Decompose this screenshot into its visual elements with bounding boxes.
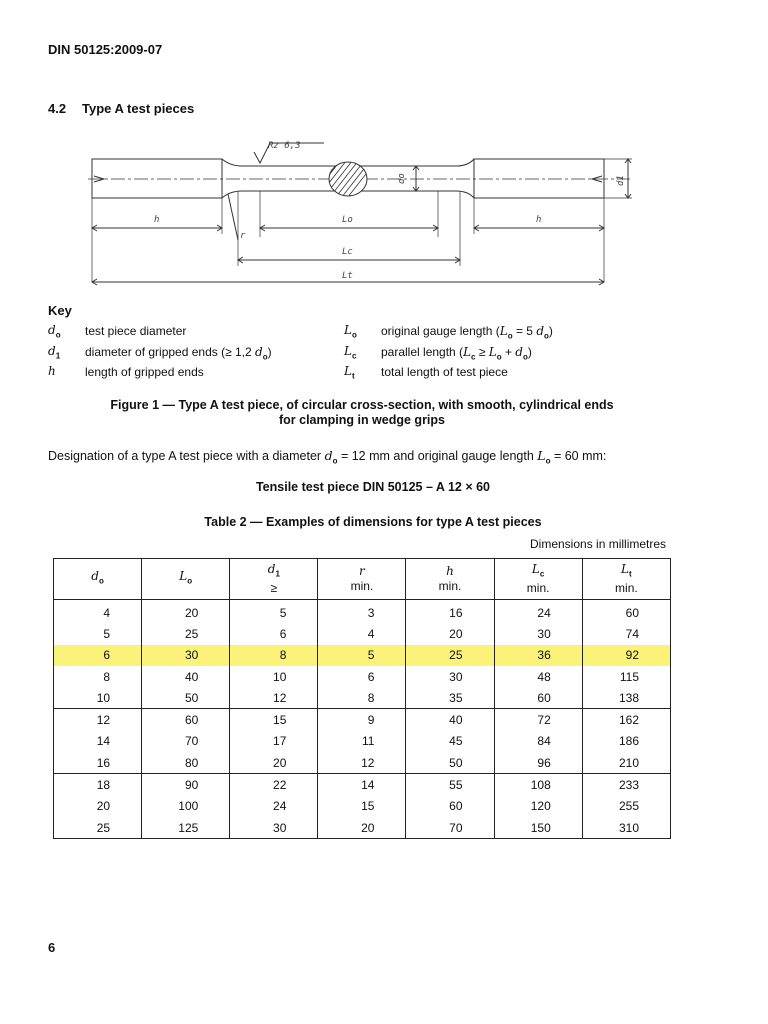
table-cell: 4 (54, 600, 142, 624)
table-cell: 20 (406, 623, 494, 644)
right-grip-outline (474, 159, 604, 198)
table-cell: 24 (494, 600, 582, 624)
table-cell: 3 (318, 600, 406, 624)
label-lc: Lc (342, 247, 353, 257)
section-number: 4.2 (48, 101, 67, 116)
table-cell: 120 (494, 796, 582, 817)
table-header-row (54, 559, 671, 600)
table-cell: 50 (406, 752, 494, 774)
table-cell: 30 (494, 623, 582, 644)
table-cell: 138 (582, 687, 670, 709)
table-cell: 40 (406, 709, 494, 731)
table-cell: 11 (318, 731, 406, 752)
table-cell: 15 (230, 709, 318, 731)
table-cell: 6 (318, 666, 406, 687)
key-description: diameter of gripped ends (≥ 1,2 $d_o$) (85, 345, 272, 362)
table-cell: 55 (406, 774, 494, 796)
table-cell: 36 (494, 645, 582, 666)
table-row (54, 709, 671, 731)
table-cell: 100 (142, 796, 230, 817)
section-heading (48, 101, 194, 116)
table-cell: 14 (318, 774, 406, 796)
table-row (54, 666, 671, 687)
table-cell: 9 (318, 709, 406, 731)
key-description: parallel length $(L_c \ge L_o + d_o)$ (381, 345, 532, 362)
table-cell: 5 (230, 600, 318, 624)
table-cell: 92 (582, 645, 670, 666)
table-cell: 20 (54, 796, 142, 817)
table-cell: 84 (494, 731, 582, 752)
table-cell: 60 (494, 687, 582, 709)
table-cell: 70 (406, 817, 494, 839)
table-row (54, 600, 671, 624)
table-cell: 4 (318, 623, 406, 644)
table-cell: 60 (142, 709, 230, 731)
page-number: 6 (48, 940, 56, 955)
table-cell: 17 (230, 731, 318, 752)
col-header-lc: $L_c$ min. (494, 559, 582, 600)
table-cell: 25 (142, 623, 230, 644)
table-row (54, 817, 671, 839)
table-cell: 310 (582, 817, 670, 839)
designation-text: Designation of a type A test piece with a diameter $d_o = 12$ mm and original gauge length $L_o = 60$ mm: (48, 448, 607, 466)
table-cell: 150 (494, 817, 582, 839)
table-cell: 48 (494, 666, 582, 687)
label-h-left: h (154, 215, 160, 225)
table-cell: 20 (142, 600, 230, 624)
key-description: original gauge length ($L_o = 5$ $d_o$) (381, 324, 553, 341)
table-cell: 35 (406, 687, 494, 709)
key-symbol: h (48, 364, 56, 378)
table-cell: 25 (54, 817, 142, 839)
table-cell: 30 (230, 817, 318, 839)
table-cell: 96 (494, 752, 582, 774)
table-row (54, 623, 671, 644)
key-description: test piece diameter (85, 324, 187, 338)
table-row (54, 796, 671, 817)
table-cell: 80 (142, 752, 230, 774)
table-row (54, 731, 671, 752)
table-cell: 60 (406, 796, 494, 817)
table-cell: 12 (54, 709, 142, 731)
table-cell: 15 (318, 796, 406, 817)
col-header-r: r min. (318, 559, 406, 600)
table-cell: 14 (54, 731, 142, 752)
figure-caption-line-2: for clamping in wedge grips (279, 413, 445, 427)
table-cell: 8 (318, 687, 406, 709)
table-cell: 115 (582, 666, 670, 687)
designation-example: Tensile test piece DIN 50125 – A 12 × 60 (255, 480, 491, 494)
table-cell: 74 (582, 623, 670, 644)
key-description: length of gripped ends (85, 365, 204, 379)
table-cell: 50 (142, 687, 230, 709)
col-header-d1: $d_1$ ≥ (230, 559, 318, 600)
col-header-lt: $L_t$ min. (582, 559, 670, 600)
label-lo: Lo (342, 215, 353, 225)
test-piece-drawing (80, 132, 640, 292)
col-header-lo: $L_o$ (142, 559, 230, 600)
table-cell: 125 (142, 817, 230, 839)
key-symbol: $L_o$ (344, 323, 357, 340)
table-cell: 16 (54, 752, 142, 774)
table-cell: 233 (582, 774, 670, 796)
label-d1: d1 (616, 175, 626, 186)
table-row (54, 774, 671, 796)
label-r: r (240, 231, 246, 241)
table-cell: 30 (406, 666, 494, 687)
table-cell: 5 (54, 623, 142, 644)
document-id: DIN 50125:2009-07 (48, 42, 163, 57)
col-header-h: h min. (406, 559, 494, 600)
table-cell: 20 (318, 817, 406, 839)
table-cell: 16 (406, 600, 494, 624)
table-cell: 6 (230, 623, 318, 644)
table-row-highlighted (54, 645, 671, 666)
table-cell: 72 (494, 709, 582, 731)
table-cell: 186 (582, 731, 670, 752)
label-h-right: h (536, 215, 542, 225)
figure-caption-line-1: Figure 1 — Type A test piece, of circular cross-section, with smooth, cylindrical ends (110, 398, 614, 412)
table-cell: 8 (54, 666, 142, 687)
table-cell: 12 (318, 752, 406, 774)
label-lt: Lt (342, 271, 353, 281)
table-cell: 40 (142, 666, 230, 687)
table-cell: 12 (230, 687, 318, 709)
key-symbol: $d_1$ (48, 344, 61, 361)
section-title: Type A test pieces (82, 101, 195, 116)
table-cell: 30 (142, 645, 230, 666)
table-unit-note: Dimensions in millimetres (530, 537, 667, 551)
table-cell: 10 (230, 666, 318, 687)
table-row (54, 752, 671, 774)
key-symbol: $d_o$ (48, 323, 61, 340)
table-cell: 18 (54, 774, 142, 796)
key-title: Key (48, 303, 72, 318)
table-cell: 210 (582, 752, 670, 774)
table-cell: 20 (230, 752, 318, 774)
key-symbol: $L_t$ (344, 364, 355, 381)
table-cell: 255 (582, 796, 670, 817)
label-do: do (397, 173, 407, 184)
table-title: Table 2 — Examples of dimensions for type A test pieces (204, 515, 542, 529)
table-cell: 5 (318, 645, 406, 666)
roughness-label: Rz 6,3 (268, 141, 301, 151)
figure-caption (0, 398, 724, 428)
table-cell: 22 (230, 774, 318, 796)
key-symbol: $L_c$ (344, 344, 357, 361)
table-cell: 6 (54, 645, 142, 666)
table-cell: 8 (230, 645, 318, 666)
table-cell: 45 (406, 731, 494, 752)
table-row (54, 687, 671, 709)
table-cell: 90 (142, 774, 230, 796)
key-description: total length of test piece (381, 365, 508, 379)
table-cell: 10 (54, 687, 142, 709)
table-cell: 60 (582, 600, 670, 624)
left-grip-outline (92, 159, 222, 198)
table-cell: 24 (230, 796, 318, 817)
radius-leader (228, 194, 238, 240)
table-cell: 70 (142, 731, 230, 752)
table-cell: 162 (582, 709, 670, 731)
table-cell: 108 (494, 774, 582, 796)
dimensions-table (53, 558, 671, 839)
table-cell: 25 (406, 645, 494, 666)
col-header-do: $d_o$ (54, 559, 142, 600)
